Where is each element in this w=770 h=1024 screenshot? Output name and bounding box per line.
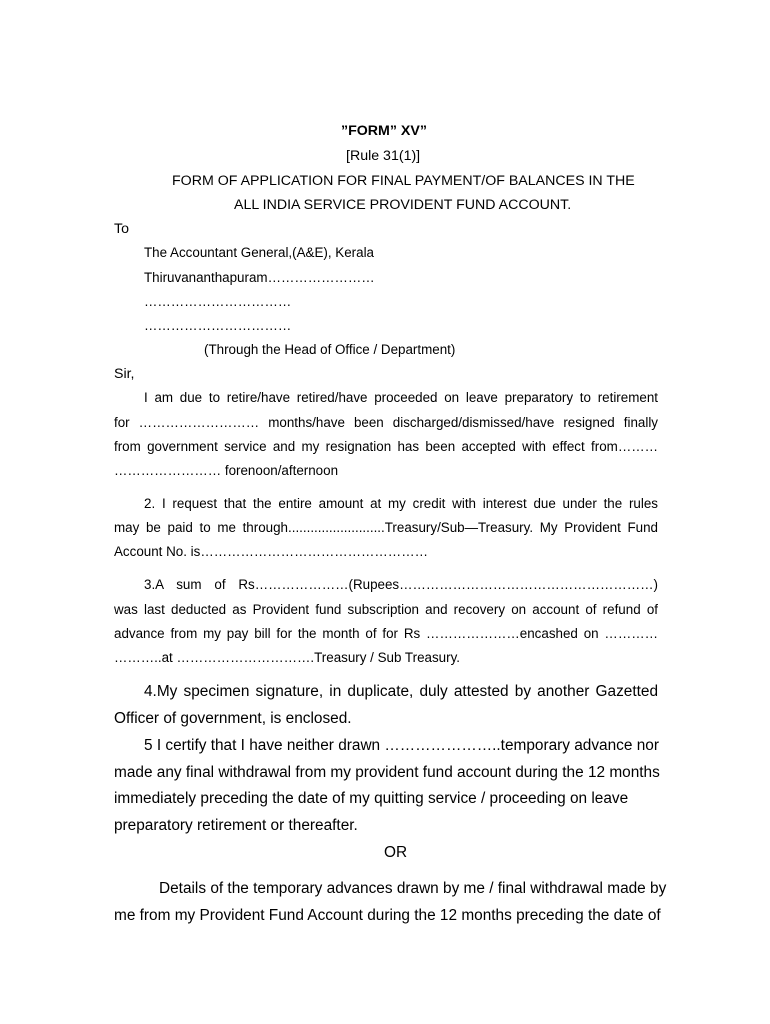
para3-line1: 3.A sum of Rs…………………(Rupees…………………………………………………) [144,577,658,592]
address-line4: …………………………… [144,318,292,333]
form-heading-line1: FORM OF APPLICATION FOR FINAL PAYMENT/OF BALANCES IN THE [172,173,635,189]
para2-line3: Account No. is…………………………………………… [114,544,428,559]
para5-line2: made any final withdrawal from my provident fund account during the 12 months [114,764,660,781]
para1-line3: from government service and my resignation has been accepted with effect from……… [114,439,658,454]
para3-line2: was last deducted as Provident fund subscription and recovery on account of refund of [114,602,658,617]
para3-line4: ………..at ………………………….Treasury / Sub Treasury. [114,650,460,665]
para1-line4: …………………… forenoon/afternoon [114,463,339,478]
form-title: ”FORM” XV” [341,123,427,139]
address-line3: …………………………… [144,294,292,309]
address-to: To [114,221,129,237]
para6-line2: me from my Provident Fund Account during the 12 months preceding the date of [114,907,661,924]
para4-line1: 4.My specimen signature, in duplicate, duly attested by another Gazetted [144,683,658,700]
para6-line1: Details of the temporary advances drawn by me / final withdrawal made by [159,880,667,897]
or-separator: OR [384,844,408,861]
address-line2: Thiruvananthapuram…………………… [144,270,375,285]
para5-line1: 5 I certify that I have neither drawn …………………..temporary advance nor [144,737,659,754]
para5-line4: preparatory retirement or thereafter. [114,817,358,834]
para2-line1: 2. I request that the entire amount at my credit with interest due under the rules [144,496,658,511]
para2-line2: may be paid to me through..........................Treasury/Sub—Treasury. My Provident Fund [114,520,658,535]
rule-reference: [Rule 31(1)] [346,148,421,164]
address-line1: The Accountant General,(A&E), Kerala [144,245,374,260]
salutation: Sir, [114,366,135,382]
form-heading-line2: ALL INDIA SERVICE PROVIDENT FUND ACCOUNT. [234,197,572,213]
para1-line2: for ……………………… months/have been discharged/dismissed/have resigned finally [114,415,658,430]
para4-line2: Officer of government, is enclosed. [114,710,352,727]
para3-line3: advance from my pay bill for the month of for Rs …………………encashed on ………… [114,626,658,641]
address-through: (Through the Head of Office / Department) [204,342,456,357]
para5-line3: immediately preceding the date of my quitting service / proceeding on leave [114,790,629,807]
para1-line1: I am due to retire/have retired/have proceeded on leave preparatory to retirement [144,390,658,405]
